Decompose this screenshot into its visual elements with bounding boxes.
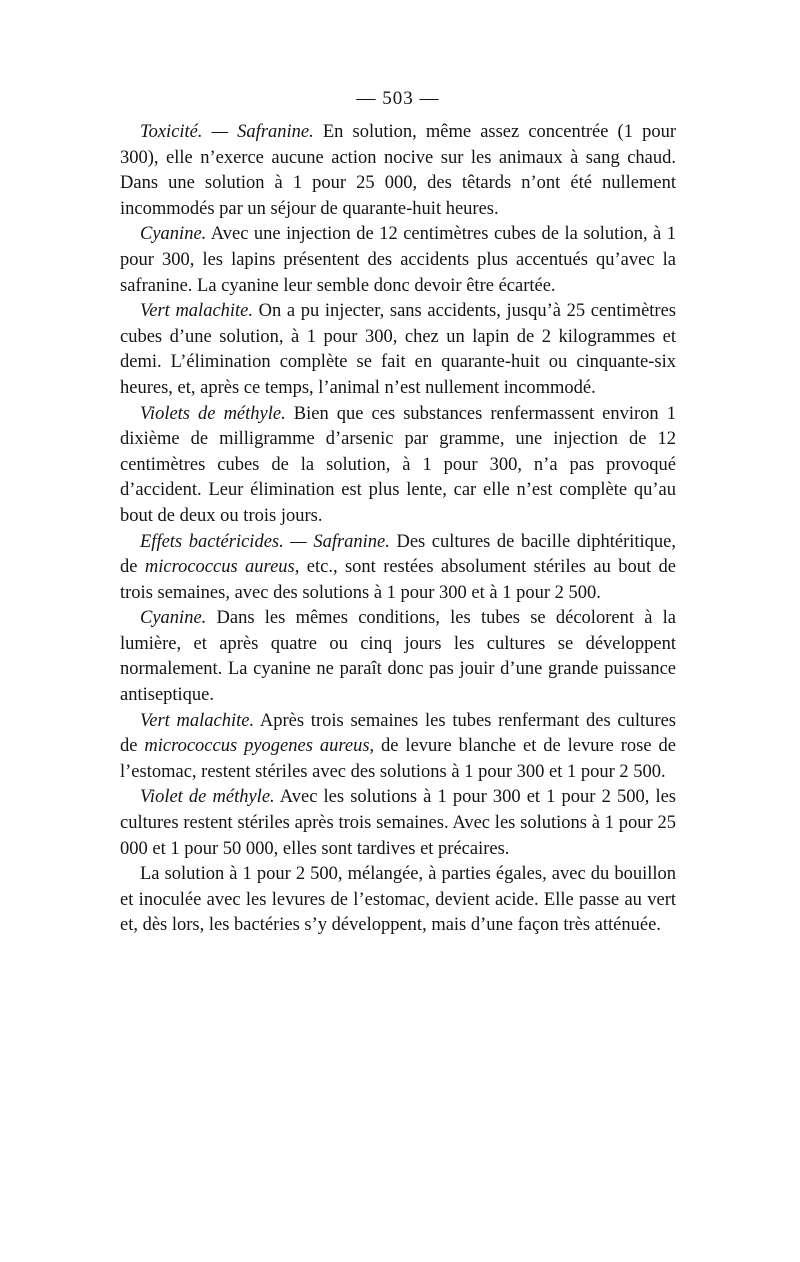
paragraph-text: Dans les mêmes conditions, les tubes se décolorent à la lumière, et après quatre ou cinq jours les cultures se développent normalement. La cyanine ne paraît donc pas jouir d’une grande puissance antiseptique. [120,608,676,706]
paragraph-text: Avec une injection de 12 centimètres cubes de la solution, à 1 pour 300, les lapins présentent des accidents plus accentués qu’avec la safranine. La cyanine leur semble donc devoir être écartée. [120,224,676,296]
paragraph-solution-bouillon [120,862,676,939]
paragraph-effets-bactericides-safranine [120,530,676,607]
paragraph-toxicite-safranine [120,120,676,222]
page-number: — 503 — [356,88,440,109]
paragraph-text: Après trois semaines les tubes renfermant des cultures de [120,710,676,757]
species-name: micrococcus pyogenes aureus [144,736,370,757]
book-page [120,86,676,939]
paragraph-text: , etc., sont restées absolument stériles au bout de trois semaines, avec des solutions à 1 pour 300 et à 1 pour 2 500. [120,557,676,603]
paragraph-violet-methyle-bactericide [120,785,676,862]
paragraph-heading: Cyanine. [140,608,207,629]
paragraph-heading: Cyanine. [140,224,207,245]
paragraph-text: Avec les solutions à 1 pour 300 et 1 pour 2 500, les cultures restent stériles après trois semaines. Avec les solutions à 1 pour 25 000 et 1 pour 50 000, elles sont tardives et précaires. [120,787,676,859]
paragraph-heading: Violet de méthyle. [140,787,275,808]
paragraph-cyanine-toxicite [120,222,676,299]
paragraph-heading: Effets bactéricides. — Safranine. [140,531,390,552]
paragraph-heading: Toxicité. — Safranine. [140,122,314,142]
species-name: micrococcus aureus [144,557,295,578]
paragraph-cyanine-bactericide [120,606,676,708]
paragraph-text: En solution, même assez concentrée (1 pour 300), elle n’exerce aucune action nocive sur les animaux à sang chaud. Dans une solution à 1 pour 25 000, des têtards n’ont été nullement incommodés par un séjour de quarante-huit heures. [120,122,676,219]
paragraph-violets-methyle-toxicite [120,402,676,530]
paragraph-heading: Vert malachite. [140,301,254,322]
paragraph-text: La solution à 1 pour 2 500, mélangée, à parties égales, avec du bouillon et inoculée avec les levures de l’estomac, devient acide. Elle passe au vert et, dès lors, les bactéries s’y développent, mais d’une façon très atténuée. [120,864,676,936]
paragraph-heading: Vert malachite. [140,710,255,731]
paragraph-text: , de levure blanche et de levure rose de l’estomac, restent stériles avec des solutions à 1 pour 300 et 1 pour 2 500. [120,736,676,782]
paragraph-text: Des cultures de bacille diphtéritique, de [120,531,676,578]
paragraph-text: On a pu injecter, sans accidents, jusqu’à 25 centimètres cubes d’une solution, à 1 pour 300, chez un lapin de 2 kilogrammes et demi. L’élimination complète se fait en quarante-huit ou cinquante-six heures, et, après ce temps, l’animal n’est nullement incommodé. [120,301,676,398]
paragraph-text: Bien que ces substances renfermassent environ 1 dixième de milligramme d’arsenic par gramme, une injection de 12 centimètres cubes de la solution, à 1 pour 300, n’a pas provoqué d’accident. Leur élimination est plus lente, car elle n’est complète qu’au bout de deux ou trois jours. [120,403,676,526]
paragraph-heading: Violets de méthyle. [140,403,286,424]
paragraph-vert-malachite-toxicite [120,299,676,401]
paragraph-vert-malachite-bactericide [120,709,676,786]
